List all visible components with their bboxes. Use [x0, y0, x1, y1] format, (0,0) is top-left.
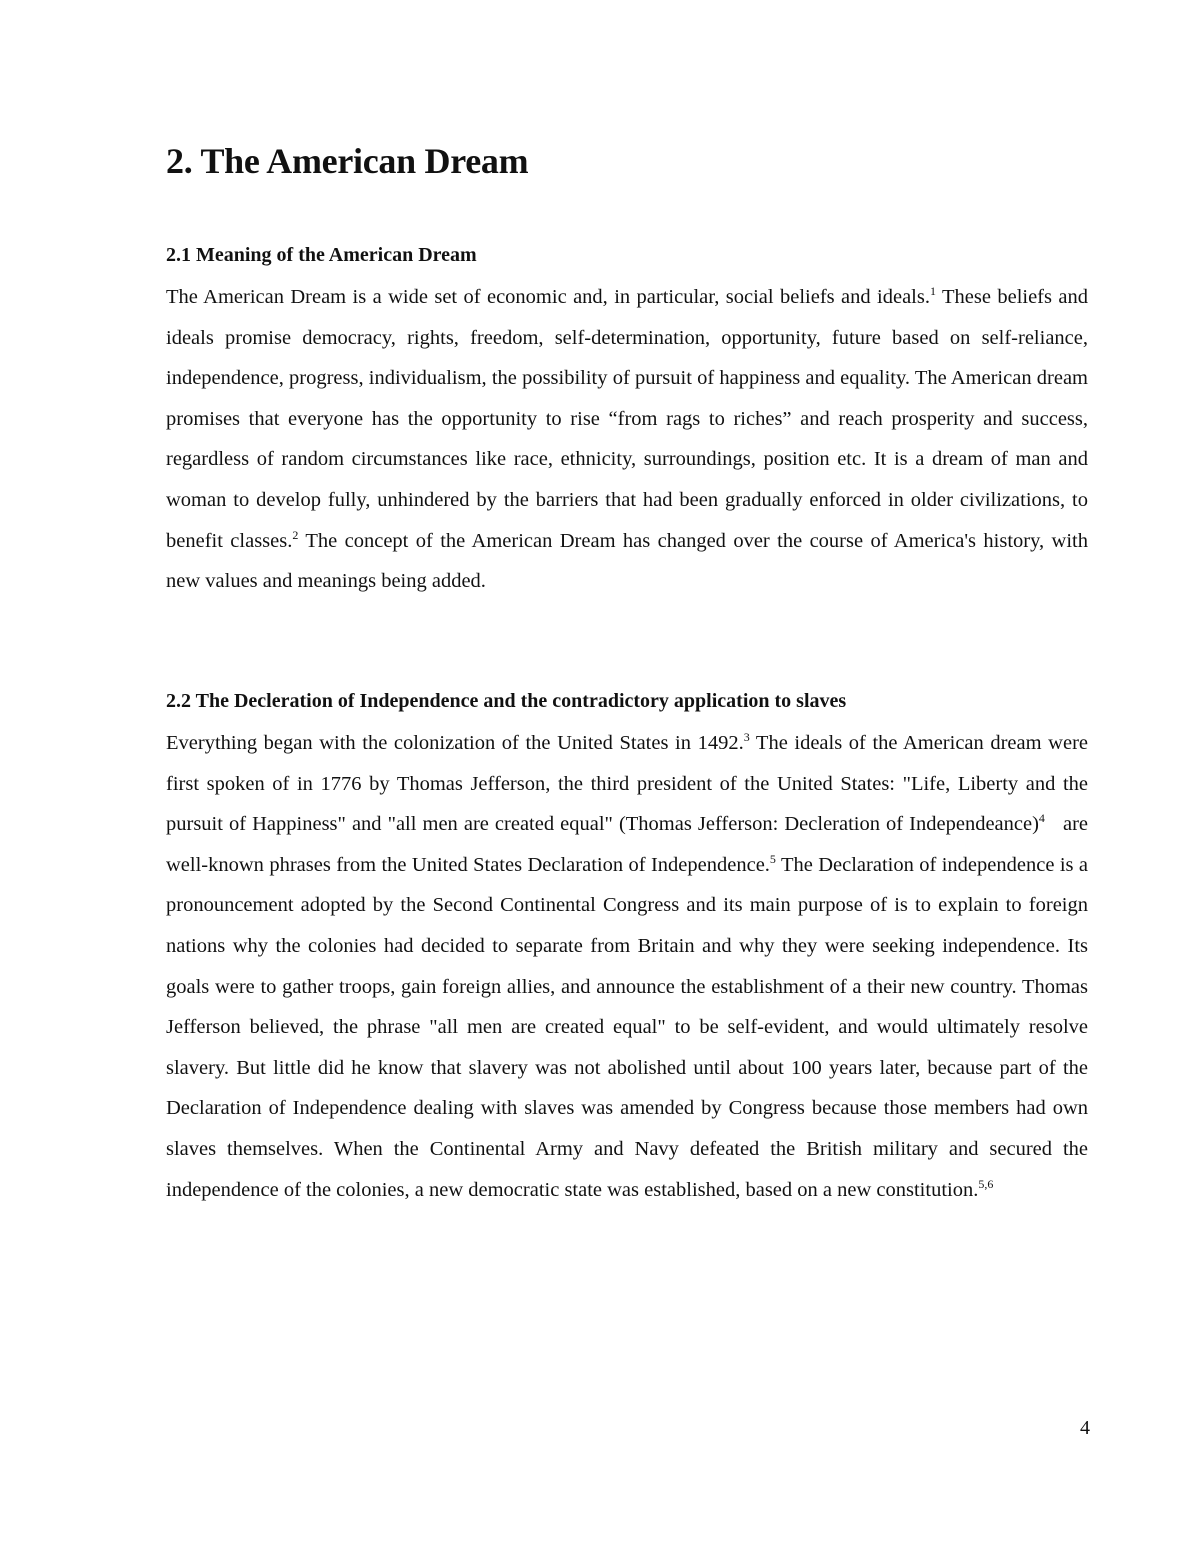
paragraph-text: are well-known phrases from the United States Declaration of Independence. [166, 813, 1088, 876]
footnote-ref-2[interactable]: 2 [292, 527, 299, 542]
section-heading-2-1: 2.1 Meaning of the American Dream [166, 244, 477, 266]
paragraph-text: The concept of the American Dream has changed over the course of America's history, with new values and meanings being added. [166, 529, 1088, 593]
footnote-ref-5[interactable]: 5 [769, 851, 776, 866]
chapter-title: 2. The American Dream [166, 141, 529, 181]
paragraph-text: Everything began with the colonization of the United States in 1492. [166, 732, 744, 754]
paragraph-text: The Declaration of independence is a pronouncement adopted by the Second Continental Congress and its main purpose of is to explain to foreign nations why the colonies had decided to separate from Britain and why they were seeking independence. Its goals were to gather troops, gain foreign allies, and announce the establishment of a their new country. Thomas Jefferson believed, the phrase "all men are created equal" to be self-evident, and would ultimately resolve slavery. But little did he know that slavery was not abolished until about 100 years later, because part of the Declaration of Independence dealing with slaves was amended by Congress because those members had own slaves themselves. When the Continental Army and Navy defeated the British military and secured the independence of the colonies, a new democratic state was established, based on a new constitution. [166, 853, 1088, 1201]
section-heading-2-2: 2.2 The Decleration of Independence and the contradictory application to slaves [166, 690, 847, 712]
section-2-1-paragraph [166, 277, 1088, 602]
paragraph-text: The ideals of the American dream were first spoken of in 1776 by Thomas Jefferson, the third president of the United States: "Life, Liberty and the pursuit of Happiness" and "all men are created equal" (Thomas Jefferson: Decleration of Independeance) [166, 732, 1088, 836]
section-2-2-paragraph [166, 723, 1088, 1210]
paragraph-text: The American Dream is a wide set of economic and, in particular, social beliefs and ideals. [166, 286, 930, 308]
page-number: 4 [1080, 1417, 1090, 1439]
paragraph-text: These beliefs and ideals promise democracy, rights, freedom, self-determination, opportunity, future based on self-reliance, independence, progress, individualism, the possibility of pursuit of happiness and equality. The American dream promises that everyone has the opportunity to rise “from rags to riches” and reach prosperity and success, regardless of random circumstances like race, ethnicity, surroundings, position etc. It is a dream of man and woman to develop fully, unhindered by the barriers that had been gradually enforced in older civilizations, to benefit classes. [166, 286, 1088, 552]
footnote-ref-1[interactable]: 1 [929, 284, 936, 298]
footnote-ref-5-6[interactable]: 5,6 [978, 1176, 994, 1191]
footnote-ref-4[interactable]: 4 [1038, 811, 1045, 826]
footnote-ref-3[interactable]: 3 [743, 730, 750, 744]
